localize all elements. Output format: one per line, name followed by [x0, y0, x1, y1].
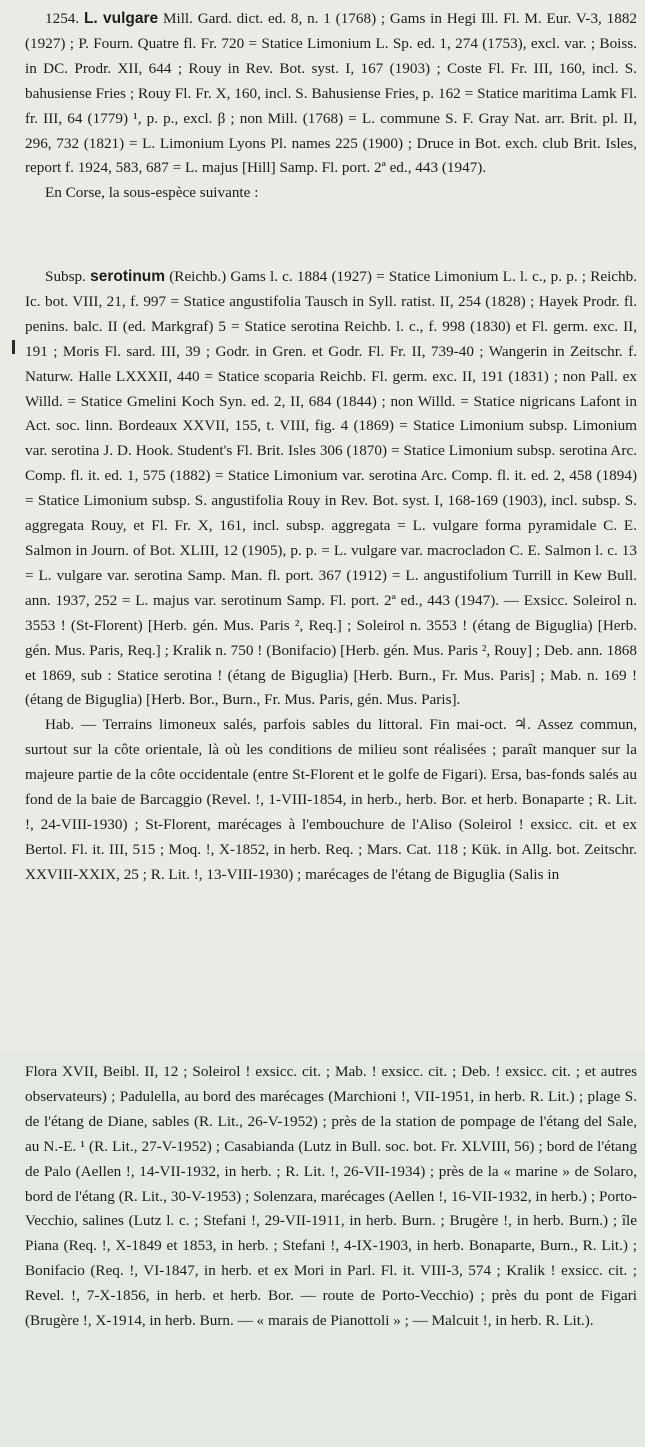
subspecies-paragraph — [25, 265, 637, 713]
continuation-paragraph: Flora XVII, Beibl. II, 12 ; Soleirol ! exsicc. cit. ; Mab. ! exsicc. cit. ; Deb. ! exsicc. cit. ; et autres observateurs) ; Padulella, au bord des marécages (Marchioni !, VII-1951, in herb. R. Lit.) ; plage S. de l'étang de Diane, sables (R. Lit., 26-V-1952) ; près de la station de pompage de l'étang del Sale, au N.-E. ¹ (R. Lit., 27-V-1952) ; Casabianda (Lutz in Bull. soc. bot. Fr. XLVIII, 56) ; bord de l'étang de Palo (Aellen !, 14-VII-1932, in herb. ; R. Lit. !, 26-VII-1934) ; près de la « marine » de Solaro, bord de l'étang (R. Lit., 30-V-1953) ; Solenzara, marécages (Aellen !, 16-VII-1932, in herb.) ; Porto-Vecchio, salines (Lutz l. c. ; Stefani !, 29-VII-1911, in herb. Burn. ; Brugère !, in herb. Burn.) ; île Piana (Req. !, X-1849 et 1853, in herb. ; Stefani !, 4-IX-1903, in herb. Bonaparte, Burn., R. Lit.) ; Bonifacio (Req. !, VI-1847, in herb. et ex Mori in Parl. Fl. it. VIII-3, 574 ; Kralik ! exsicc. cit. ; Revel. !, 7-X-1856, in herb. et herb. Bor. — route de Porto-Vecchio) ; près du pont de Figari (Brugère !, X-1914, in herb. Burn. — « marais de Pianottoli » ; — Malcuit !, in herb. R. Lit.). — [25, 1063, 637, 1330]
subspecies-block — [0, 265, 645, 1045]
subspecies-name: serotinum — [90, 268, 166, 285]
species-synonymy: Mill. Gard. dict. ed. 8, n. 1 (1768) ; Gams in Hegi Ill. Fl. M. Eur. V-3, 1882 (1927) ; P. Fourn. Quatre fl. Fr. 720 = Statice Limonium L. Sp. ed. 1, 274 (1753), excl. var. ; Boiss. in DC. Prodr. XII, 644 ; Rouy in Rev. Bot. syst. I, 167 (1903) ; Coste Fl. Fr. III, 160, incl. S. bahusiense Fries ; Rouy Fl. Fr. X, 160, incl. S. Bahusiense Fries, p. 162 = Statice maritima Lamk Fl. fr. III, 64 (1779) ¹, p. p., excl. β ; non Mill. (1768) = L. commune S. F. Gray Nat. arr. Brit. pl. II, 296, 732 (1821) = L. Limonium Lyons Pl. names 225 (1900) ; Druce in Bot. exch. club Brit. Isles, report f. 1924, 583, 687 = L. majus [Hill] Samp. Fl. port. 2ª ed., 443 (1947). — [25, 10, 638, 177]
subspecies-synonymy: (Reichb.) Gams l. c. 1884 (1927) = Statice Limonium L. l. c., p. p. ; Reichb. Ic. bot. VIII, 21, f. 997 = Statice angustifolia Tausch in Syll. ratist. II, 254 (1828) ; Hayek Prodr. fl. penins. balc. II (ed. Markgraf) 5 = Statice serotina Reichb. l. c., f. 998 (1830) et Fl. germ. exc. II, 191 ; Moris Fl. sard. III, 39 ; Godr. in Gren. et Godr. Fl. Fr. II, 739-40 ; Wangerin in Zeitschr. f. Naturw. Halle LXXXII, 440 = Statice scoparia Reichb. Fl. germ. exc. II, 191 (1831) ; non Pall. ex Willd. = Statice Gmelini Koch Syn. ed. 2, II, 684 (1844) ; non Willd. = Statice nigricans Lafont in Act. soc. linn. Bordeaux XXVII, 155, t. VIII, fig. 4 (1869) = Statice Limonium subsp. Limonium var. serotina J. D. Hook. Student's Fl. Brit. Isles 306 (1870) = Statice Limonium subsp. serotina Arc. Comp. fl. it. ed. 1, 575 (1882) = Statice Limonium var. serotina Arc. Comp. fl. it. ed. 2, 458 (1894) = Statice Limonium subsp. S. angustifolia Rouy in Rev. Bot. syst. I, 168-169 (1903), incl. subsp. S. aggregata Rouy, et Fl. Fr. X, 161, incl. subsp. aggregata = L. vulgare forma pyramidale C. E. Salmon in Journ. of Bot. XLIII, 12 (1905), p. p. = L. vulgare var. macrocladon C. E. Salmon l. c. 13 = L. vulgare var. serotina Samp. Man. fl. port. 367 (1912) = L. angustifolium Turrill in Kew Bull. ann. 1937, 252 = L. majus var. serotinum Samp. Fl. port. 2ª ed., 443 (1947). — Exsicc. Soleirol n. 3553 ! (St-Florent) [Herb. gén. Mus. Paris ², Req.] ; Soleirol n. 3553 ! (étang de Biguglia) [Herb. gén. Mus. Paris, Req.] ; Kralik n. 750 ! (Bonifacio) [Herb. gén. Mus. Paris ², Rouy] ; Deb. ann. 1868 et 1869, sub : Statice serotina ! (étang de Biguglia) [Herb. Burn., Fr. Mus. Paris] ; Mab. n. 169 ! (étang de Biguglia) [Herb. Bor., Burn., Fr. Mus. Paris, gén. Mus. Paris]. — [25, 268, 638, 709]
entry-number: 1254. — [45, 10, 80, 27]
species-entry-block — [0, 7, 645, 251]
habitat-paragraph: Hab. — Terrains limoneux salés, parfois sables du littoral. Fin mai-oct. ♃. Assez commun, surtout sur la côte orientale, là où les conditions de milieu sont réalisées ; paraît manquer sur la majeure partie de la côte occidentale (entre St-Florent et le golfe de Figari). Ersa, bas-fonds salés au fond de la baie de Barcaggio (Revel. !, 1-VIII-1854, in herb., herb. Bor. et herb. Bonaparte ; R. Lit. !, 24-VIII-1930) ; St-Florent, marécages à l'embouchure de l'Aliso (Soleirol ! exsicc. cit. et ex Bertol. Fl. it. III, 515 ; Moq. !, X-1852, in herb. Req. ; Mars. Cat. 118 ; Kük. in Allg. bot. Zeitschr. XXVIII-XXIX, 25 ; R. Lit. !, 13-VIII-1930) ; marécages de l'étang de Biguglia (Salis in — [25, 716, 637, 883]
species-entry-paragraph — [25, 7, 637, 181]
corse-intro-line: En Corse, la sous-espèce suivante : — [45, 184, 259, 202]
continuation-block — [0, 1060, 645, 1445]
subspecies-prefix: Subsp. — [45, 268, 86, 285]
species-name: L. vulgare — [83, 10, 159, 27]
